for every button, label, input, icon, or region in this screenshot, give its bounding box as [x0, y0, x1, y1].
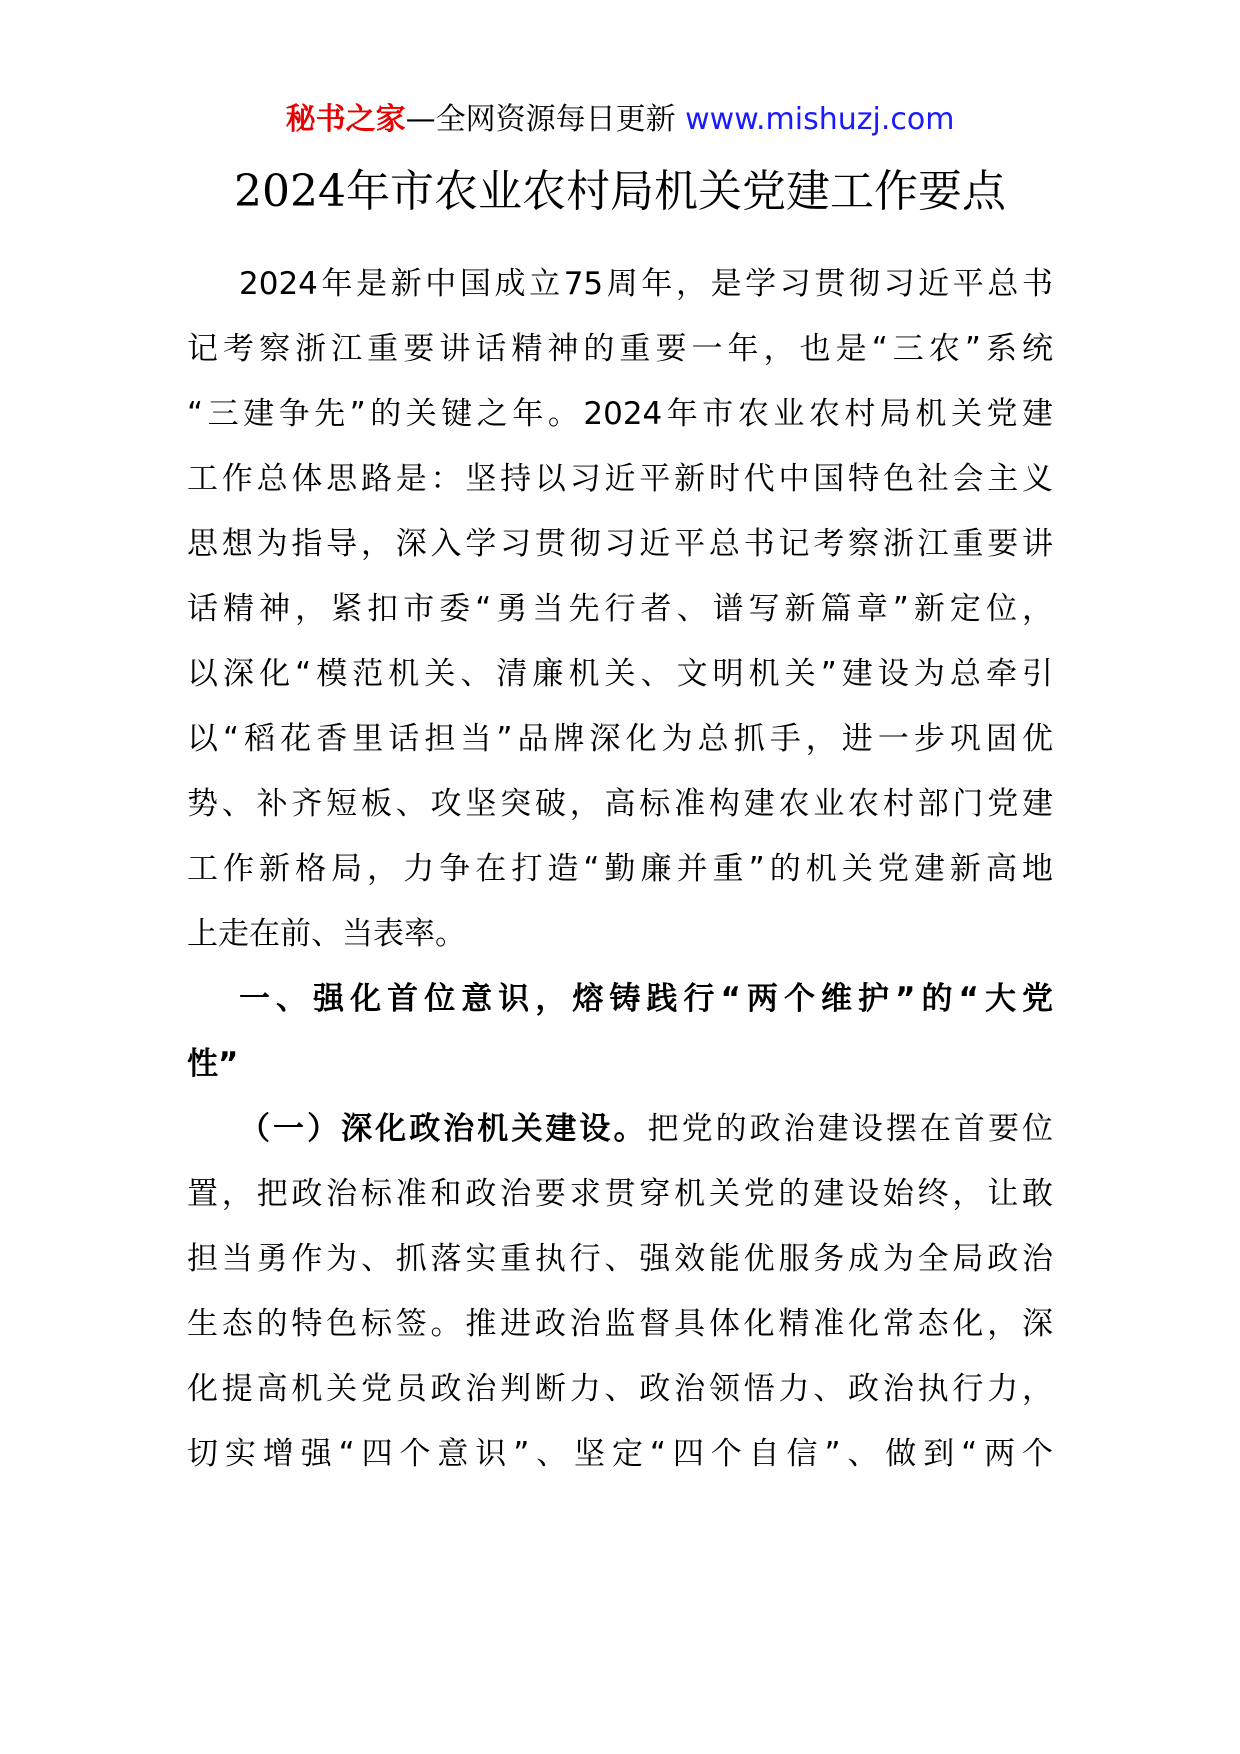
subsection-paragraph — [187, 1097, 1053, 1487]
document-body — [187, 252, 1053, 1487]
section-heading-line: 一、强化首位意识，熔铸践行“两个维护”的“大党 — [239, 981, 1053, 1017]
paragraph-line: 思想为指导，深入学习贯彻习近平总书记考察浙江重要讲 — [187, 526, 1053, 562]
banner-brand: 秘书之家 — [285, 102, 406, 137]
paragraph-text: 把党的政治建设摆在首要位 — [647, 1111, 1053, 1147]
paragraph-line: 切实增强“四个意识”、坚定“四个自信”、做到“两个 — [187, 1436, 1053, 1472]
intro-paragraph — [187, 252, 1053, 967]
section-heading — [187, 967, 1053, 1097]
paragraph-line: 化提高机关党员政治判断力、政治领悟力、政治执行力， — [187, 1371, 1053, 1407]
site-banner — [0, 100, 1240, 140]
paragraph-line: 以深化“模范机关、清廉机关、文明机关”建设为总牵引 — [187, 656, 1053, 692]
banner-url-link[interactable]: www.mishuzj.com — [685, 102, 955, 137]
subsection-heading: （一）深化政治机关建设。 — [239, 1111, 648, 1147]
banner-tagline: —全网资源每日更新 — [405, 102, 686, 137]
paragraph-line: 势、补齐短板、攻坚突破，高标准构建农业农村部门党建 — [187, 786, 1053, 822]
paragraph-line: 工作总体思路是：坚持以习近平新时代中国特色社会主义 — [187, 461, 1053, 497]
section-heading-line: 性” — [187, 1046, 239, 1082]
paragraph-line: 上走在前、当表率。 — [187, 916, 466, 952]
paragraph-line: 话精神，紧扣市委“勇当先行者、谱写新篇章”新定位， — [187, 591, 1053, 627]
title-year: 2024 — [234, 166, 346, 217]
title-text: 年市农业农村局机关党建工作要点 — [345, 166, 1006, 217]
paragraph-line: 工作新格局，力争在打造“勤廉并重”的机关党建新高地 — [187, 851, 1053, 887]
paragraph-line: 担当勇作为、抓落实重执行、强效能优服务成为全局政治 — [187, 1241, 1053, 1277]
paragraph-line: 以“稻花香里话担当”品牌深化为总抓手，进一步巩固优 — [187, 721, 1053, 757]
paragraph-line: 置，把政治标准和政治要求贯穿机关党的建设始终，让敢 — [187, 1176, 1053, 1212]
paragraph-line: 记考察浙江重要讲话精神的重要一年，也是“三农”系统 — [187, 331, 1053, 367]
paragraph-line: 2024年是新中国成立75周年，是学习贯彻习近平总书 — [239, 266, 1053, 302]
paragraph-line: 生态的特色标签。推进政治监督具体化精准化常态化，深 — [187, 1306, 1053, 1342]
document-title — [0, 160, 1240, 224]
paragraph-line: “三建争先”的关键之年。2024年市农业农村局机关党建 — [187, 396, 1053, 432]
paragraph-line — [187, 1097, 1053, 1162]
